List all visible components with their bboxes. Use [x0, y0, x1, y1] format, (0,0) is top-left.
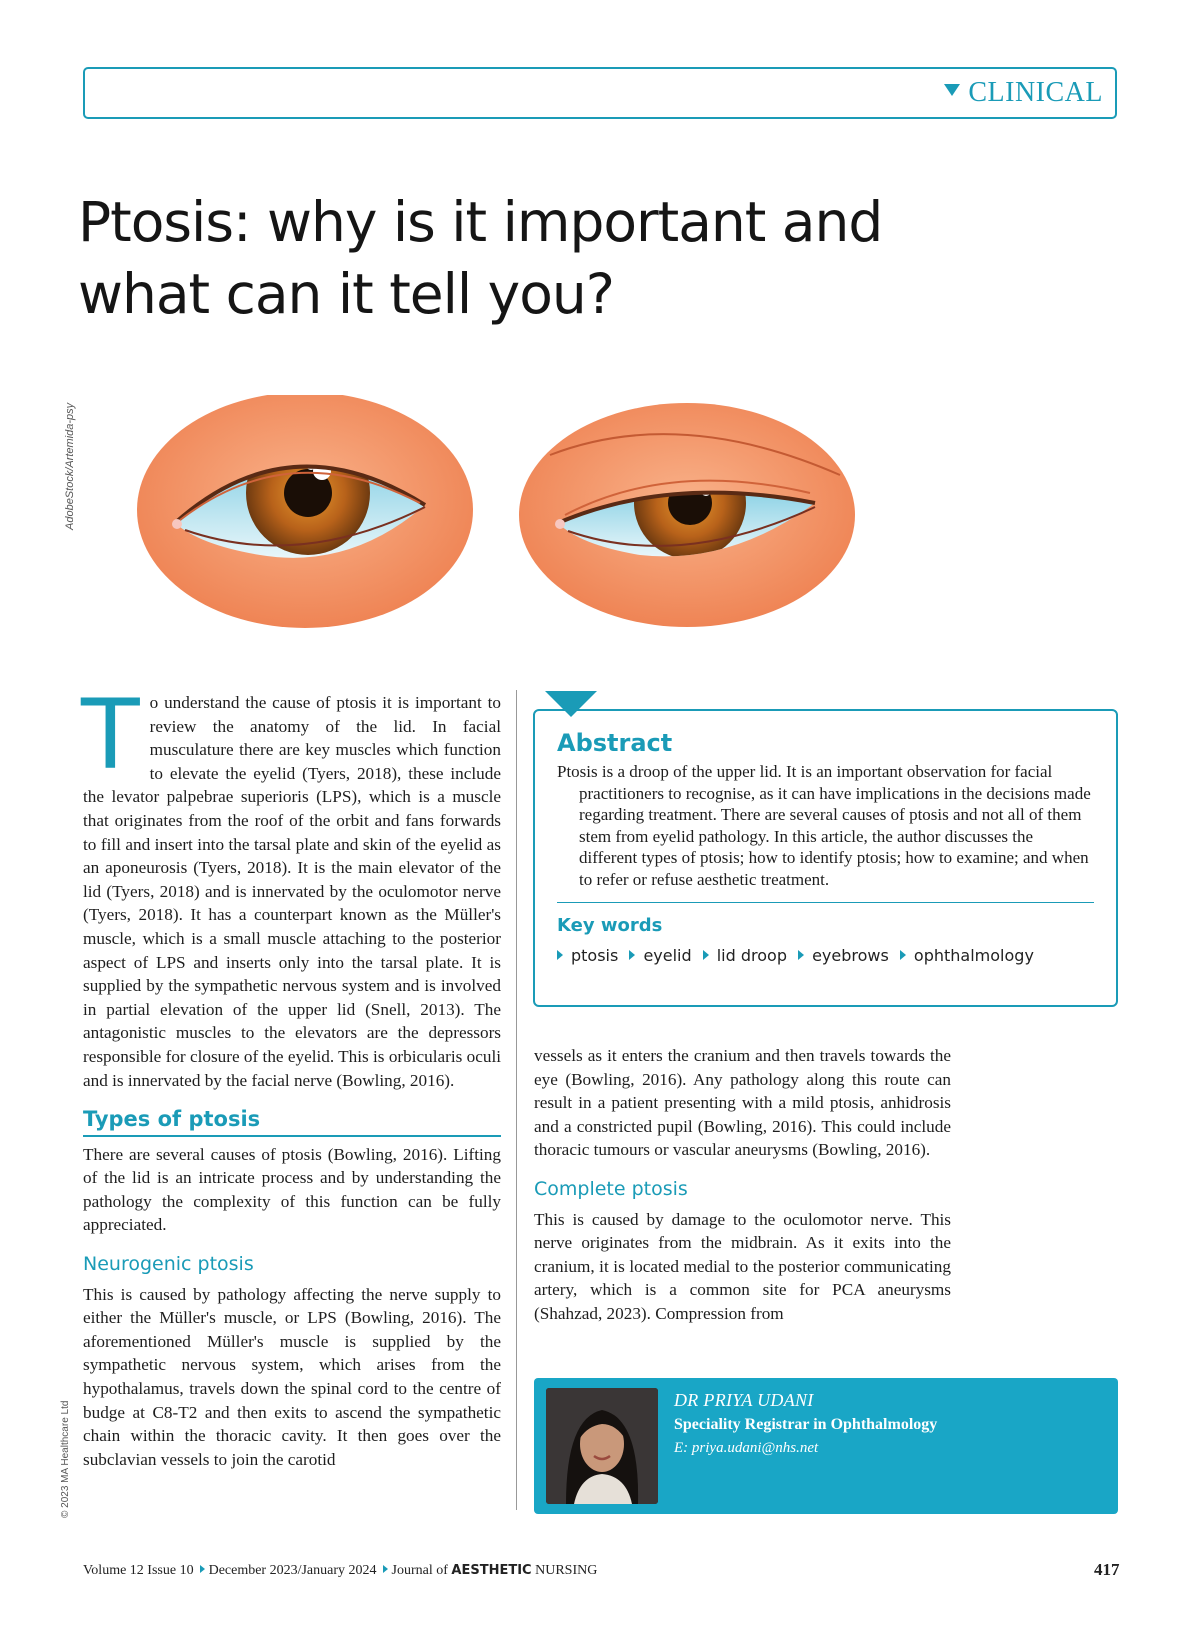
footer-volume: Volume 12 Issue 10: [83, 1563, 194, 1578]
section-label-text: CLINICAL: [968, 77, 1103, 108]
neurogenic-paragraph: This is caused by pathology affecting the nerve supply to either the Müller's muscle, or LPS (Bowling, 2016). The aforementioned Müller's muscle is supplied by the sympathetic nervous system, which arises from the hypothalamus, travels down the spinal cord to the centre of budge at C8-T2 and then exits to ascend the sympathetic chain within the thoracic cavity. It then goes over the subclavian vessels to join the carotid: [83, 1284, 501, 1469]
left-column: [81, 679, 501, 1471]
article-title: [78, 186, 978, 330]
section-header-box: [83, 67, 1117, 119]
heading-complete-ptosis: Complete ptosis: [534, 1177, 688, 1200]
eye-illustration: [80, 395, 930, 655]
keywords-heading: Key words: [557, 915, 663, 936]
keyword-label: ptosis: [571, 946, 619, 965]
keywords-list: [557, 946, 1094, 965]
ptotic-eye: [519, 403, 855, 627]
column-divider: [516, 690, 517, 1510]
copyright-credit: © 2023 MA Healthcare Ltd: [60, 1400, 71, 1518]
keyword-item: [798, 946, 889, 965]
title-line-2: what can it tell you?: [78, 262, 614, 326]
keyword-item: [900, 946, 1034, 965]
types-paragraph: There are several causes of ptosis (Bowling, 2016). Lifting of the lid is an intricate process and by understanding the pathology the complexity of this function can be fully appreciated.: [83, 1144, 501, 1235]
abstract-text: Ptosis is a droop of the upper lid. It is an important observation for facial practitioners to recognise, as it can have implications in the decisions made regarding treatment. There are several causes of ptosis and not all of them stem from eyelid pathology. In this article, the author discusses the different types of ptosis; how to identify ptosis; how to examine; and when to refer or refuse aesthetic treatment.: [557, 762, 1091, 889]
author-photo: [546, 1388, 658, 1504]
heading-types-of-ptosis: Types of ptosis: [83, 1108, 501, 1137]
intro-paragraph: o understand the cause of ptosis it is important to review the anatomy of the lid. In facial musculature there are key muscles which function to elevate the eyelid (Tyers, 2018), these include the levator palpebrae superioris (LPS), which is a muscle that originates from the roof of the orbit and fans forwards to fill and insert into the tarsal plate and skin of the eyelid as an aponeurosis (Tyers, 2018). It is the main elevator of the lid (Tyers, 2018) and is innervated by the oculomotor nerve (Tyers, 2018). It has a counterpart known as the Müller's muscle, which is a small muscle attaching to the posterior aspect of LPS and inserts only into the tarsal plate. It is supplied by the sympathetic nervous system and is involved in partial elevation of the upper lid (Snell, 2013). The antagonistic muscles to the elevators are the depressors responsible for closure of the eyelid. This is orbicularis oculi and is innervated by the facial nerve (Bowling, 2016).: [83, 693, 501, 1090]
triangle-down-icon: [944, 84, 960, 96]
author-box: [534, 1378, 1118, 1514]
abstract-divider: [557, 902, 1094, 903]
complete-paragraph: This is caused by damage to the oculomotor nerve. This nerve originates from the midbrain. As it exits into the cranium, it is located medial to the posterior communicating artery, which is a common site for PCA aneurysms (Shahzad, 2023). Compression from: [534, 1209, 951, 1323]
keyword-item: [703, 946, 787, 965]
footer-journal-bold: AESTHETIC: [451, 1563, 532, 1578]
triangle-right-icon: [900, 950, 906, 960]
author-portrait-icon: [546, 1388, 658, 1504]
section-label: [944, 77, 1103, 109]
footer-journal-prefix: Journal of: [391, 1563, 448, 1578]
keyword-item: [557, 946, 618, 965]
page-number: 417: [1094, 1560, 1120, 1579]
triangle-right-icon: [798, 950, 804, 960]
footer-journal-suffix: NURSING: [535, 1563, 598, 1578]
author-role: Speciality Registrar in Ophthalmology: [674, 1416, 938, 1433]
continued-paragraph: vessels as it enters the cranium and then travels towards the eye (Bowling, 2016). Any pathology along this route can result in a patient presenting with a mild ptosis, anhidrosis and a constricted pupil (Bowling, 2016). This could include thoracic tumours or vascular aneurysms (Bowling, 2016).: [534, 1046, 951, 1160]
keyword-label: eyebrows: [812, 946, 889, 965]
normal-eye: [137, 395, 473, 628]
image-credit: AdobeStock/Artemida-psy: [64, 402, 76, 530]
triangle-right-icon: [557, 950, 563, 960]
keyword-label: eyelid: [643, 946, 692, 965]
footer: [83, 1563, 597, 1579]
triangle-right-icon: [629, 950, 635, 960]
triangle-right-icon: [703, 950, 709, 960]
author-name: DR PRIYA UDANI: [674, 1390, 814, 1410]
keyword-item: [629, 946, 691, 965]
title-line-1: Ptosis: why is it important and: [78, 190, 883, 254]
triangle-right-icon: [383, 1565, 388, 1573]
author-email[interactable]: E: priya.udani@nhs.net: [674, 1440, 819, 1456]
abstract-heading: Abstract: [557, 729, 673, 757]
keyword-label: lid droop: [716, 946, 787, 965]
right-column: [534, 1044, 951, 1326]
drop-cap: T: [81, 679, 140, 791]
footer-date: December 2023/January 2024: [208, 1563, 377, 1578]
keyword-label: ophthalmology: [913, 946, 1034, 965]
triangle-right-icon: [200, 1565, 205, 1573]
heading-neurogenic-ptosis: Neurogenic ptosis: [83, 1253, 254, 1276]
abstract-box: [533, 709, 1118, 1007]
